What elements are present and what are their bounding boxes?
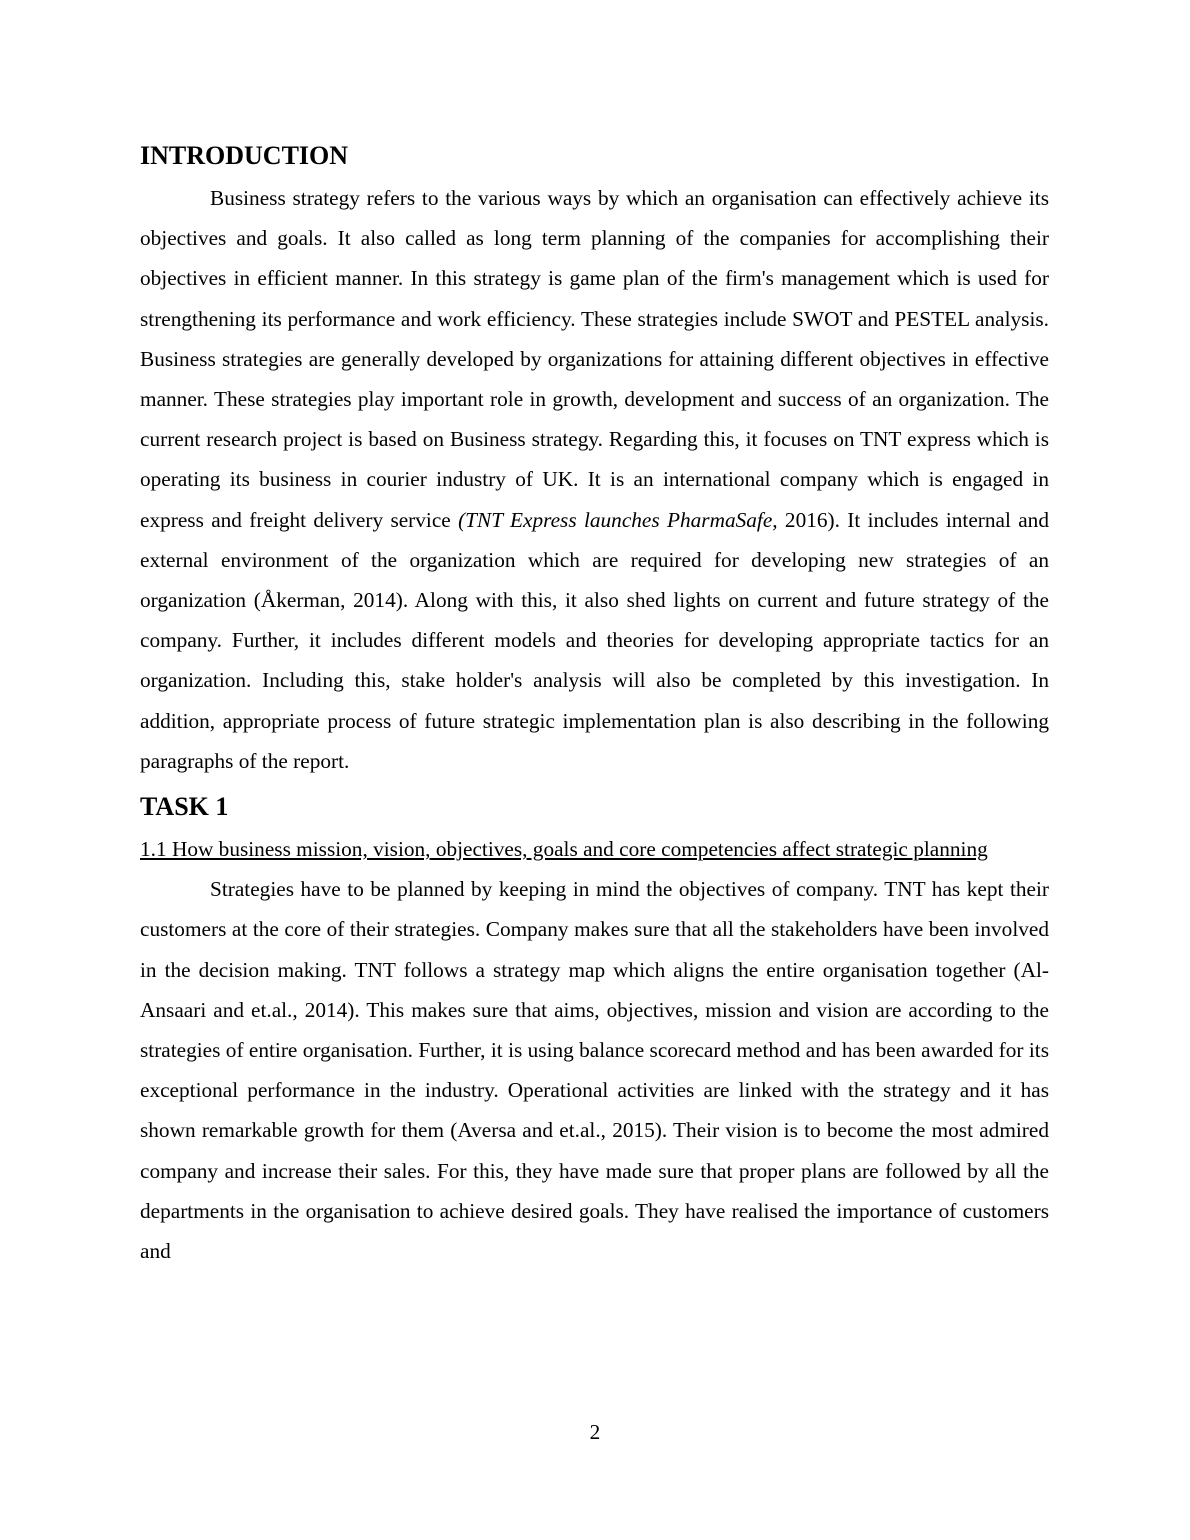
- task1-subheading: 1.1 How business mission, vision, objectives, goals and core competencies affect strategic planning: [140, 837, 988, 862]
- page-content: [140, 138, 1049, 1271]
- task1-heading: TASK 1: [140, 792, 229, 822]
- intro-text-part2: 2016). It includes internal and external environment of the organization which are required for developing new strategies of an organization (Åkerman, 2014). Along with this, it also shed lights on current and future strategy of the company. Further, it includes different models and theories for developing appropriate tactics for an organization. Including this, stake holder's analysis will also be completed by this investigation. In addition, appropriate process of future strategic implementation plan is also describing in the following paragraphs of the report.: [140, 507, 1049, 773]
- intro-citation: (TNT Express launches PharmaSafe,: [458, 507, 778, 532]
- introduction-heading: INTRODUCTION: [140, 141, 349, 170]
- task1-paragraph: Strategies have to be planned by keeping in mind the objectives of company. TNT has kept their customers at the core of their strategies. Company makes sure that all the stakeholders have been involved in the decision making. TNT follows a strategy map which aligns the entire organisation together (Al-Ansaari and et.al., 2014). This makes sure that aims, objectives, mission and vision are according to the strategies of entire organisation. Further, it is using balance scorecard method and has been awarded for its exceptional performance in the industry. Operational activities are linked with the strategy and it has shown remarkable growth for them (Aversa and et.al., 2015). Their vision is to become the most admired company and increase their sales. For this, they have made sure that proper plans are followed by all the departments in the organisation to achieve desired goals. They have realised the importance of customers and: [140, 877, 1049, 1264]
- page-number: 2: [589, 1420, 601, 1444]
- introduction-paragraph: [140, 178, 1049, 781]
- intro-text-part1: Business strategy refers to the various ways by which an organisation can effectively achieve its objectives and goals. It also called as long term planning of the companies for accomplishing their objectives in efficient manner. In this strategy is game plan of the firm's management which is used for strengthening its performance and work efficiency. These strategies include SWOT and PESTEL analysis. Business strategies are generally developed by organizations for attaining different objectives in effective manner. These strategies play important role in growth, development and success of an organization. The current research project is based on Business strategy. Regarding this, it focuses on TNT express which is operating its business in courier industry of UK. It is an international company which is engaged in express and freight delivery service: [140, 186, 1049, 532]
